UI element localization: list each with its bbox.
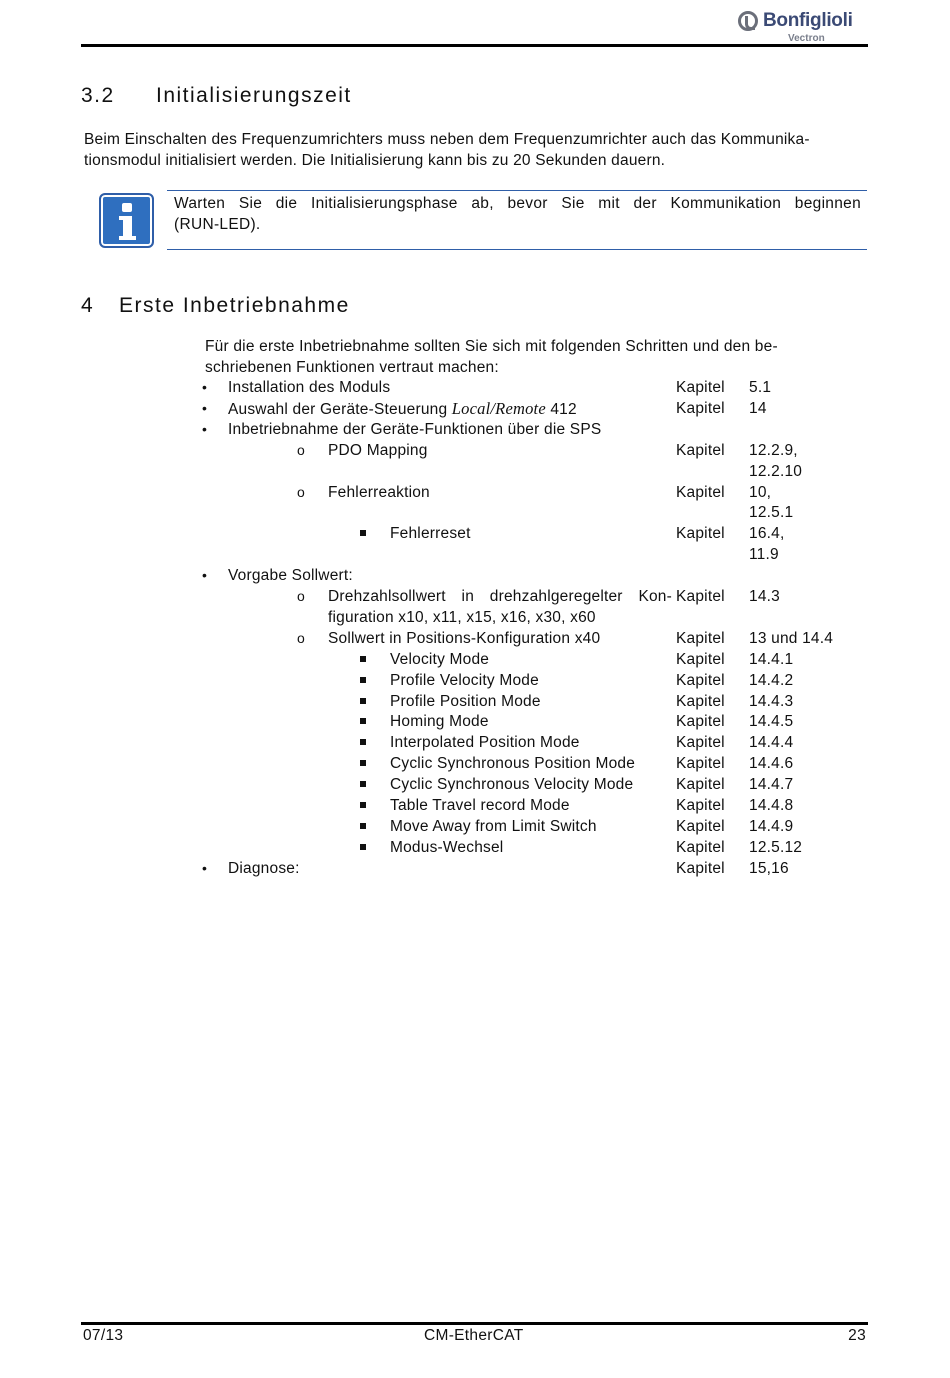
footer-page-number: 23 <box>848 1327 866 1344</box>
list-item-label: Cyclic Synchronous Position Mode <box>390 755 636 773</box>
list-item <box>0 628 950 649</box>
parameter-number: 412 <box>545 400 577 418</box>
intro-line: Für die erste Inbetriebnahme sollten Sie sich mit folgenden Schritten und den be- <box>205 338 778 355</box>
list-item-text <box>390 670 539 691</box>
square-bullet-icon <box>360 760 366 766</box>
list-item-label: PDO Mapping <box>328 441 428 459</box>
list-item-text <box>390 711 489 732</box>
header-rule <box>81 44 868 47</box>
square-bullet-icon <box>360 802 366 808</box>
circle-bullet-icon: o <box>297 629 305 646</box>
circle-bullet-icon: o <box>297 588 305 604</box>
chapter-reference: 10, <box>749 483 772 501</box>
list-item-text <box>390 837 503 858</box>
square-bullet-icon <box>360 698 366 704</box>
list-item-label: Cyclic Synchronous Velocity Mode <box>390 776 634 794</box>
info-icon <box>99 193 154 248</box>
square-bullet-icon <box>360 823 366 829</box>
list-item-text <box>328 440 428 461</box>
list-item-text <box>390 795 570 816</box>
list-item-text-part: Auswahl der Geräte-Steuerung <box>228 400 452 418</box>
intro-line: schriebenen Funktionen vertraut machen: <box>205 359 499 376</box>
list-item-text <box>328 628 600 649</box>
chapter-label: Kapitel <box>676 671 725 689</box>
list-item-text <box>390 816 597 837</box>
chapter-reference: 14.3 <box>749 588 780 605</box>
footer-rule <box>81 1322 868 1325</box>
list-item-text <box>228 419 601 440</box>
list-item <box>0 565 950 586</box>
chapter-reference: 14.4.8 <box>749 797 794 814</box>
chapter-label: Kapitel <box>676 483 725 501</box>
chapter-label: Kapitel <box>676 734 725 752</box>
bonfiglioli-logo-icon <box>738 11 758 31</box>
list-item-text <box>390 774 633 795</box>
list-item <box>0 440 950 461</box>
sub-brand-name: Vectron <box>788 33 825 44</box>
chapter-reference: 14.4.9 <box>749 817 794 835</box>
footer-product: CM-EtherCAT <box>424 1327 524 1344</box>
note-rule-bottom <box>167 249 867 250</box>
list-item <box>0 482 950 503</box>
chapter-reference: 14.4.1 <box>749 650 794 668</box>
section-number: 4 <box>81 294 95 317</box>
circle-bullet-icon: o <box>297 483 305 500</box>
list-item-label: Vorgabe Sollwert: <box>228 567 353 585</box>
list-item <box>0 837 950 858</box>
list-item <box>0 816 950 837</box>
chapter-label: Kapitel <box>676 859 725 877</box>
list-item-text <box>228 398 577 420</box>
chapter-reference: 14.4.7 <box>749 776 794 794</box>
list-item-label: Profile Velocity Mode <box>390 671 539 689</box>
note-text <box>174 193 861 235</box>
list-item-text <box>228 565 353 586</box>
list-item <box>0 691 950 712</box>
bullet-icon: • <box>202 379 208 395</box>
list-item <box>0 732 950 753</box>
chapter-label: Kapitel <box>676 588 725 605</box>
square-bullet-icon <box>360 656 366 662</box>
bullet-icon: • <box>202 859 208 876</box>
list-item-label: Table Travel record Mode <box>390 797 570 814</box>
chapter-label: Kapitel <box>676 525 725 543</box>
chapter-label: Kapitel <box>676 817 725 835</box>
chapter-reference: 12.2.9, <box>749 441 798 459</box>
section-4-intro <box>205 336 845 378</box>
list-item-label: Sollwert in Positions-Konfiguration x40 <box>328 629 601 647</box>
list-item <box>0 858 950 879</box>
parameter-name: Local/Remote <box>451 398 546 418</box>
chapter-label: Kapitel <box>676 713 725 731</box>
chapter-label: Kapitel <box>676 692 725 710</box>
circle-bullet-icon: o <box>297 441 305 458</box>
square-bullet-icon <box>360 718 366 724</box>
list-item-label: Fehlerreset <box>390 525 471 543</box>
chapter-label: Kapitel <box>676 650 725 668</box>
list-item-label-continued: figuration x10, x11, x15, x16, x30, x60 <box>328 608 596 626</box>
list-item-label: Inbetriebnahme der Geräte-Funktionen über die SPS <box>228 420 602 438</box>
section-number: 3.2 <box>81 84 115 107</box>
list-item-label: Drehzahlsollwert in drehzahlgeregelter Kon- <box>328 588 672 605</box>
list-item <box>0 774 950 795</box>
list-item-text <box>390 523 471 544</box>
square-bullet-icon <box>360 677 366 683</box>
bullet-icon: • <box>202 399 208 416</box>
chapter-label: Kapitel <box>676 755 725 773</box>
list-item-text <box>228 377 390 398</box>
chapter-label: Kapitel <box>676 776 725 794</box>
paragraph-line: tionsmodul initialisiert werden. Die Initialisierung kann bis zu 20 Sekunden dauern. <box>84 152 666 169</box>
note-line: (RUN-LED). <box>174 216 261 233</box>
list-item <box>0 753 950 774</box>
section-title: Erste Inbetriebnahme <box>119 294 350 317</box>
list-item-text <box>390 691 541 712</box>
header-logo <box>738 10 858 44</box>
chapter-reference: 14.4.4 <box>749 734 794 752</box>
chapter-label: Kapitel <box>676 797 725 814</box>
list-item-text <box>328 586 672 607</box>
square-bullet-icon <box>360 739 366 745</box>
list-item-label: Homing Mode <box>390 713 489 731</box>
list-item-continuation <box>0 461 950 482</box>
chapter-reference: 5.1 <box>749 379 772 396</box>
section-3-2-heading <box>81 84 352 108</box>
chapter-reference-continued: 12.5.1 <box>749 504 794 522</box>
list-item-continuation <box>0 502 950 523</box>
chapter-reference: 13 und 14.4 <box>749 629 834 647</box>
chapter-reference: 14.4.6 <box>749 755 794 773</box>
list-item-text <box>328 482 430 503</box>
list-item <box>0 419 950 440</box>
list-item <box>0 711 950 732</box>
chapter-reference: 15,16 <box>749 859 789 877</box>
note-rule-top <box>167 190 867 191</box>
section-4-heading <box>81 294 350 318</box>
chapter-label: Kapitel <box>676 838 725 856</box>
chapter-reference: 14 <box>749 399 767 417</box>
footer-date: 07/13 <box>83 1327 124 1344</box>
list-item-text <box>390 753 635 774</box>
list-item-text <box>390 649 489 670</box>
section-3-2-paragraph <box>84 129 864 171</box>
chapter-label: Kapitel <box>676 379 725 396</box>
list-item-continuation <box>0 607 950 628</box>
chapter-label: Kapitel <box>676 629 725 647</box>
brand-name: Bonfiglioli <box>763 10 853 31</box>
list-item-label: Installation des Moduls <box>228 379 391 396</box>
chapter-reference: 14.4.5 <box>749 713 794 731</box>
list-item-label: Fehlerreaktion <box>328 483 430 501</box>
paragraph-line: Beim Einschalten des Frequenzumrichters muss neben dem Frequenzumrichter auch das Kommunika- <box>84 131 810 148</box>
list-item <box>0 398 950 419</box>
square-bullet-icon <box>360 530 366 536</box>
section-title: Initialisierungszeit <box>156 84 352 107</box>
chapter-reference-continued: 11.9 <box>749 546 779 564</box>
list-item-text <box>228 858 300 879</box>
chapter-reference-continued: 12.2.10 <box>749 462 803 480</box>
list-item-label: Modus-Wechsel <box>390 838 504 856</box>
chapter-reference: 12.5.12 <box>749 838 803 856</box>
bullet-icon: • <box>202 420 208 437</box>
list-item <box>0 670 950 691</box>
list-item <box>0 649 950 670</box>
chapter-reference: 16.4, <box>749 525 785 543</box>
list-item-label: Diagnose: <box>228 859 300 877</box>
chapter-label: Kapitel <box>676 399 725 417</box>
list-item-label: Interpolated Position Mode <box>390 734 580 752</box>
chapter-reference: 14.4.2 <box>749 671 794 689</box>
square-bullet-icon <box>360 781 366 787</box>
list-item <box>0 586 950 607</box>
list-item <box>0 377 950 398</box>
square-bullet-icon <box>360 844 366 850</box>
list-item <box>0 523 950 544</box>
bullet-icon: • <box>202 567 208 584</box>
list-item <box>0 795 950 816</box>
list-item-continuation <box>0 544 950 565</box>
chapter-reference: 14.4.3 <box>749 692 794 710</box>
list-item-label: Velocity Mode <box>390 650 490 668</box>
list-item-text <box>390 732 580 753</box>
list-item-label: Profile Position Mode <box>390 692 541 710</box>
chapter-label: Kapitel <box>676 441 725 459</box>
list-item-label: Move Away from Limit Switch <box>390 817 597 835</box>
note-line: Warten Sie die Initialisierungsphase ab, bevor Sie mit der Kommunikation beginnen <box>174 195 861 212</box>
